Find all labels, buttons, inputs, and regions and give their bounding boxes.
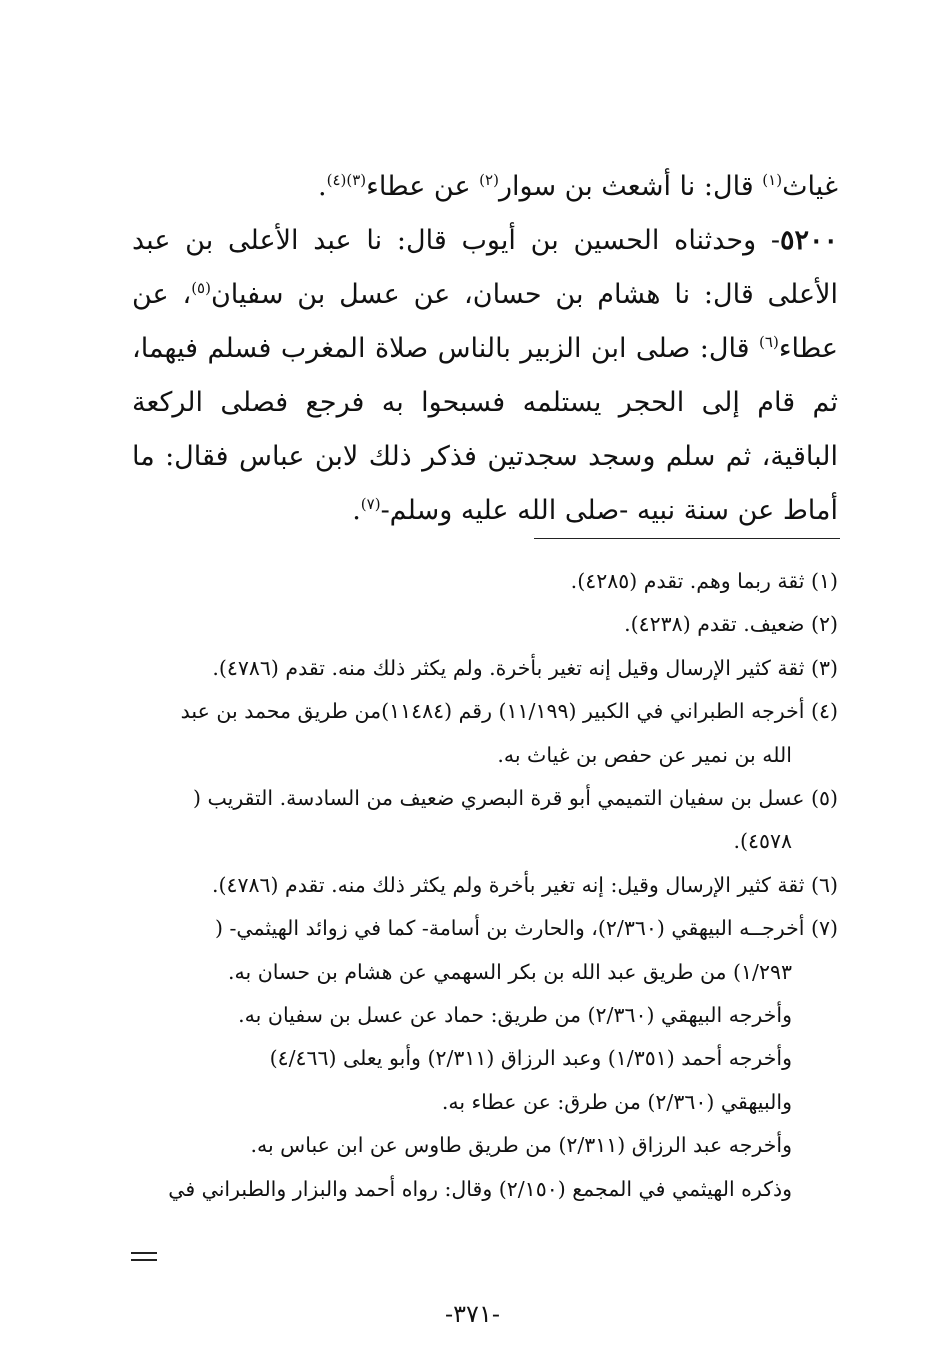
footnote-ref-6[interactable]: (٦) (759, 333, 779, 351)
hadith-number: ٥٢٠٠ (779, 225, 838, 256)
text-run: عن عطاء (366, 171, 480, 202)
footnote-line: وأخرجه البيهقي (٢/٣٦٠) من طريق: حماد عن عسل بن سفيان به. (238, 1003, 792, 1028)
footnote-line: وأخرجه عبد الرزاق (٢/٣١١) من طريق طاوس عن ابن عباس به. (250, 1133, 792, 1158)
footnote-ref-2[interactable]: (٢) (479, 171, 499, 189)
footnote-line: ٤٥٧٨). (733, 829, 792, 854)
continuation-line (132, 160, 838, 214)
footnotes (132, 560, 838, 1211)
footnote-line: (٣) ثقة كثير الإرسال وقيل إنه تغير بأخرة. ولم يكثر ذلك منه. تقدم (٤٧٨٦). (212, 655, 838, 680)
footnote-line: (٥) عسل بن سفيان التميمي أبو قرة البصري ضعيف من السادسة. التقريب ( (192, 786, 838, 811)
footnote-line: وذكره الهيثمي في المجمع (٢/١٥٠) وقال: رواه أحمد والبزار والطبراني في (168, 1176, 792, 1201)
footnote-line: وأخرجه أحمد (١/٣٥١) وعبد الرزاق (٢/٣١١) وأبو يعلى (٤/٤٦٦) (269, 1046, 792, 1071)
footnote-ref-3[interactable]: (٣) (346, 171, 367, 189)
page-number: -٣٧١- (445, 1300, 500, 1328)
footnote-line: (٧) أخرجــه البيهقي (٢/٣٦٠)، والحارث بن أسامة- كما في زوائد الهيثمي- ( (214, 916, 838, 941)
text-run: قال: صلى ابن الزبير بالناس صلاة المغرب فسلم فيهما، ثم قام إلى الحجر يستلمه فسبحوا به فرجع فصلى الركعة الباقية، ثم سلم وسجد سجدتين فذكر ذلك لابن عباس فقال: ما أماط عن سنة نبيه -صلى الله عليه وسلم- (132, 333, 838, 526)
footnote-line: (١) ثقة ربما وهم. تقدم (٤٢٨٥). (570, 569, 838, 593)
text-run: غياث (782, 171, 838, 202)
text-run: - وحدثناه الحسين بن أيوب قال: نا عبد الأعلى بن عبد الأعلى قال: نا هشام بن حسان، عن عسل بن سفيان (132, 225, 838, 310)
footnote-line: (٢) ضعيف. تقدم (٤٢٣٨). (624, 612, 838, 637)
footnote-ref-4[interactable]: (٤) (326, 171, 347, 189)
footnote-line: (٤) أخرجه الطبراني في الكبير (١١/١٩٩) رقم (١١٤٨٤)من طريق محمد بن عبد (180, 699, 838, 724)
main-text (132, 160, 838, 538)
footnote-ref-1[interactable]: (١) (762, 171, 783, 189)
hadith-paragraph (132, 214, 838, 538)
continued-mark (131, 1252, 157, 1266)
footnote-line: والبيهقي (٢/٣٦٠) من طرق: عن عطاء به. (441, 1089, 792, 1114)
text-run: ، عن عطاء (132, 279, 838, 364)
footnote-ref-7[interactable]: (٧) (360, 495, 381, 513)
text-run: . (318, 171, 327, 202)
text-run: قال: نا أشعث بن سوار (498, 171, 763, 202)
footnote-line: ١/٢٩٣) من طريق عبد الله بن بكر السهمي عن هشام بن حسان به. (228, 959, 792, 984)
text-run: . (352, 495, 361, 526)
footnote-ref-5[interactable]: (٥) (191, 279, 211, 297)
footnote-line: الله بن نمير عن حفص بن غياث به. (497, 742, 792, 767)
footnote-line: (٦) ثقة كثير الإرسال وقيل: إنه تغير بأخرة ولم يكثر ذلك منه. تقدم (٤٧٨٦). (211, 872, 838, 897)
footnote-separator (534, 538, 840, 539)
